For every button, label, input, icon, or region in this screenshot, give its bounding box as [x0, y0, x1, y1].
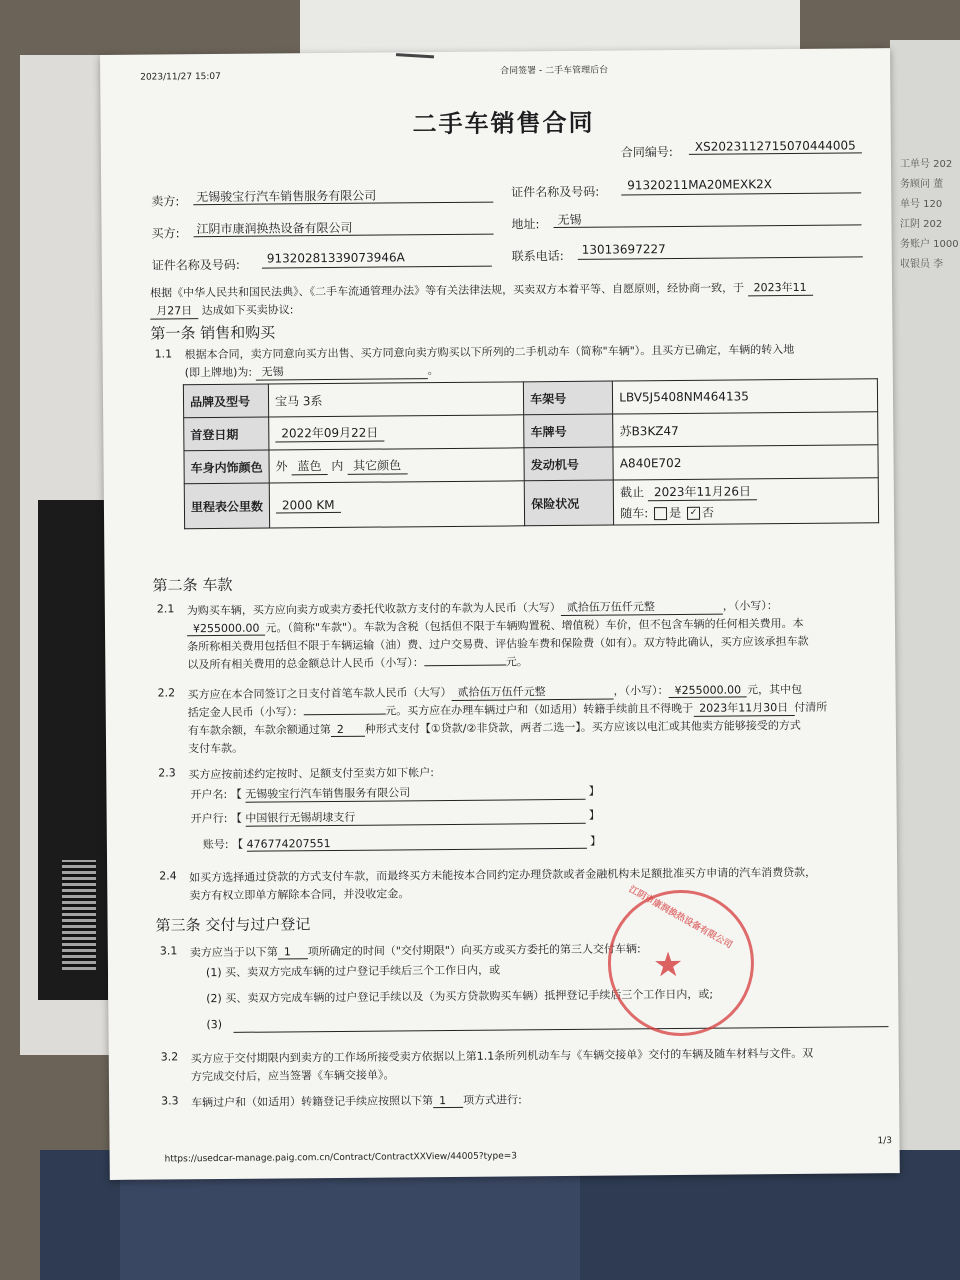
contract-title: 二手车销售合同	[412, 108, 595, 139]
print-system-title: 合同签署 - 二手车管理后台	[500, 65, 609, 77]
clause-3-1-line-1: 卖方应当于以下第 1 项所确定的时间（"交付期限"）向买方或买方委托的第三人交付车辆:	[189, 942, 641, 960]
vin-label: 车架号	[524, 381, 613, 415]
clause-1-1-text: 根据本合同，卖方同意向买方出售、买方同意向卖方购买以下所列的二手机动车（简称"车辆"）。且买方已确定，车辆的转入地	[184, 342, 795, 362]
contract-page	[100, 48, 900, 1180]
background-receipt	[890, 40, 960, 1180]
color-value: 外 蓝色 内 其它颜色	[269, 448, 525, 483]
seller-id: 91320211MA20MEXK2X	[627, 177, 773, 193]
account-name-row: 开户名: 【 无锡骏宝行汽车销售服务有限公司 】	[190, 784, 600, 802]
clause-2-2-no: 2.2	[157, 686, 176, 700]
vehicle-info-table	[183, 378, 879, 529]
clause-3-3-text: 车辆过户和（如适用）转籍登记手续应按照以下第 1 项方式进行:	[191, 1093, 522, 1110]
footer-url: https://usedcar-manage.paig.com.cn/Contract/ContractXXView/44005?type=3	[164, 1151, 518, 1165]
account-no-row: 账号: 【 476774207551 】	[202, 834, 602, 852]
color-label: 车身内饰颜色	[184, 450, 269, 484]
insurance-label: 保险状况	[524, 480, 613, 526]
buyer-id: 91320281339073946A	[266, 250, 405, 266]
buyer-id-line	[262, 266, 492, 269]
clause-2-1-line-2: ¥255000.00 元。（简称"车款"）。车款为含税（包括但不限于车辆购置税、增值税）车价，但不包含车辆的任何相关费用。本	[187, 615, 804, 636]
page-number: 1/3	[877, 1136, 893, 1147]
clause-3-1-option-2: (2) 买、卖双方完成车辆的过户登记手续以及（为买方贷款购买车辆）抵押登记手续后三个工作日内，或;	[206, 987, 714, 1006]
clause-3-2-line-2: 方完成交付后，应当签署《车辆交接单》。	[190, 1068, 395, 1084]
article-1-heading: 第一条 销售和购买	[150, 323, 276, 343]
reg-date-value: 2022年09月22日	[269, 415, 525, 450]
preamble-line-1: 根据《中华人民共和国民法典》、《二手车流通管理办法》等有关法律法规，买卖双方本着平等、自愿原则，经协商一致，于 2023年11	[150, 279, 813, 302]
buyer-addr-line	[554, 224, 862, 228]
insurance-value: 截止 2023年11月26日 随车: 是 ✓ 否	[613, 478, 878, 525]
article-3-heading: 第三条 交付与过户登记	[155, 915, 311, 935]
side-text-4: 江阴 202	[900, 219, 943, 230]
background-jeans-fold	[120, 1175, 580, 1280]
plate-label: 车牌号	[524, 414, 613, 448]
clause-3-1-no: 3.1	[159, 944, 178, 958]
buyer-phone: 13013697227	[581, 242, 666, 257]
print-timestamp: 2023/11/27 15:07	[140, 71, 221, 83]
clause-1-1-no: 1.1	[154, 347, 173, 361]
buyer-addr-label: 地址:	[511, 217, 540, 232]
side-text-5: 务账户 1000	[900, 239, 959, 250]
buyer-label: 买方:	[151, 226, 180, 241]
clause-2-1-no: 2.1	[156, 602, 175, 616]
seller-name: 无锡骏宝行汽车销售服务有限公司	[196, 188, 377, 205]
clause-2-2-line-1: 买方应在本合同签订之日支付首笔车款人民币（大写） 贰拾伍万伍仟元整 ，（小写）： ¥255000.00 元，其中包	[187, 682, 803, 702]
seller-id-line	[621, 192, 861, 195]
side-text-3: 单号 120	[900, 199, 943, 210]
clause-2-4-no: 2.4	[159, 869, 177, 883]
clause-2-2-line-3: 有车款余额，车款余额通过第 2 种形式支付【①贷款/②非贷款，两者二选一】。买方应该以电汇或其他卖方能够接受的方式	[187, 718, 801, 738]
brand-value: 宝马 3系	[268, 382, 524, 417]
pen-mark	[396, 53, 434, 58]
clause-3-1-option-3: (3)	[206, 1017, 223, 1032]
buyer-name: 江阴市康润换热设备有限公司	[196, 220, 353, 237]
clause-2-2-line-2: 括定金人民币（小写）： 元。买方应在办理车辆过户和（如适用）转籍手续前且不得晚于 2023年11月30日 付清所	[187, 700, 828, 720]
buyer-phone-line	[578, 256, 863, 259]
bank-row: 开户行: 【 中国银行无锡胡埭支行 】	[190, 808, 600, 826]
preamble-line-2: 月27日 达成如下买卖协议:	[150, 301, 293, 319]
article-2-heading: 第二条 车款	[152, 575, 233, 595]
clause-2-1-line-1: 为购买车辆，买方应向卖方或卖方委托代收款方支付的车款为人民币（大写） 贰拾伍万伍仟元整 ，（小写）：	[186, 599, 778, 618]
contract-no: XS2023112715070444005	[689, 138, 862, 155]
side-text-2: 务顾问 董	[900, 179, 944, 190]
clause-2-2-line-4: 支付车款。	[188, 741, 244, 756]
clause-3-2-line-1: 买方应于交付期限内到卖方的工作场所接受卖方依据以上第1.1条所列机动车与《车辆交接单》交付的车辆及随车材料与文件。双	[190, 1046, 814, 1066]
seal-text: 江阴市康润换热设备有限公司	[626, 884, 734, 951]
mileage-value: 2000 KM	[269, 481, 525, 528]
clause-3-1-option-3-line	[234, 1026, 889, 1033]
with-car-yes-checkbox[interactable]	[654, 507, 667, 520]
reg-date-label: 首登日期	[184, 417, 269, 451]
clause-2-3-text: 买方应按前述约定按时、足额支付至卖方如下帐户:	[188, 766, 435, 782]
buyer-addr: 无锡	[557, 212, 582, 228]
seller-label: 卖方:	[151, 194, 180, 209]
clause-2-3-no: 2.3	[158, 766, 176, 780]
side-text-6: 収银员 李	[900, 259, 944, 270]
clause-2-1-line-4: 以及所有相关费用的总金额总计人民币（小写）： 元。	[187, 655, 528, 672]
seller-id-label: 证件名称及号码:	[511, 184, 600, 200]
clause-2-4-line-1: 如买方选择通过贷款的方式支付车款，而最终买方未能按本合同约定办理贷款或者金融机构未足额批准买方申请的汽车消费贷款，	[189, 865, 817, 885]
engine-label: 发动机号	[524, 447, 613, 481]
background-barcode	[62, 860, 96, 970]
buyer-id-label: 证件名称及号码:	[151, 257, 240, 273]
buyer-phone-label: 联系电话:	[511, 248, 564, 264]
with-car-no-checkbox[interactable]: ✓	[687, 507, 700, 520]
clause-2-4-line-2: 卖方有权立即单方解除本合同，并没收定金。	[189, 887, 410, 903]
clause-3-2-no: 3.2	[160, 1050, 179, 1064]
plate-value: 苏B3KZ47	[613, 412, 878, 447]
contract-no-label: 合同编号:	[620, 145, 673, 160]
clause-3-3-no: 3.3	[161, 1094, 179, 1108]
clause-3-1-option-1: (1) 买、卖双方完成车辆的过户登记手续后三个工作日内，或	[205, 963, 501, 980]
brand-label: 品牌及型号	[183, 384, 268, 418]
vin-value: LBV5J5408NM464135	[613, 379, 878, 414]
clause-1-1-place-line: (即上牌地)为: 无锡 。	[184, 364, 439, 380]
engine-value: A840E702	[613, 445, 878, 480]
mileage-label: 里程表公里数	[184, 483, 269, 529]
side-text-1: 工单号 202	[900, 159, 953, 170]
seal-star-icon: ★	[652, 944, 684, 986]
clause-2-1-line-3: 条所称相关费用包括但不限于车辆运输（油）费、过户交易费、评估验车费和保险费（如有）。双方特此确认，买方应该承担车款	[187, 634, 809, 654]
